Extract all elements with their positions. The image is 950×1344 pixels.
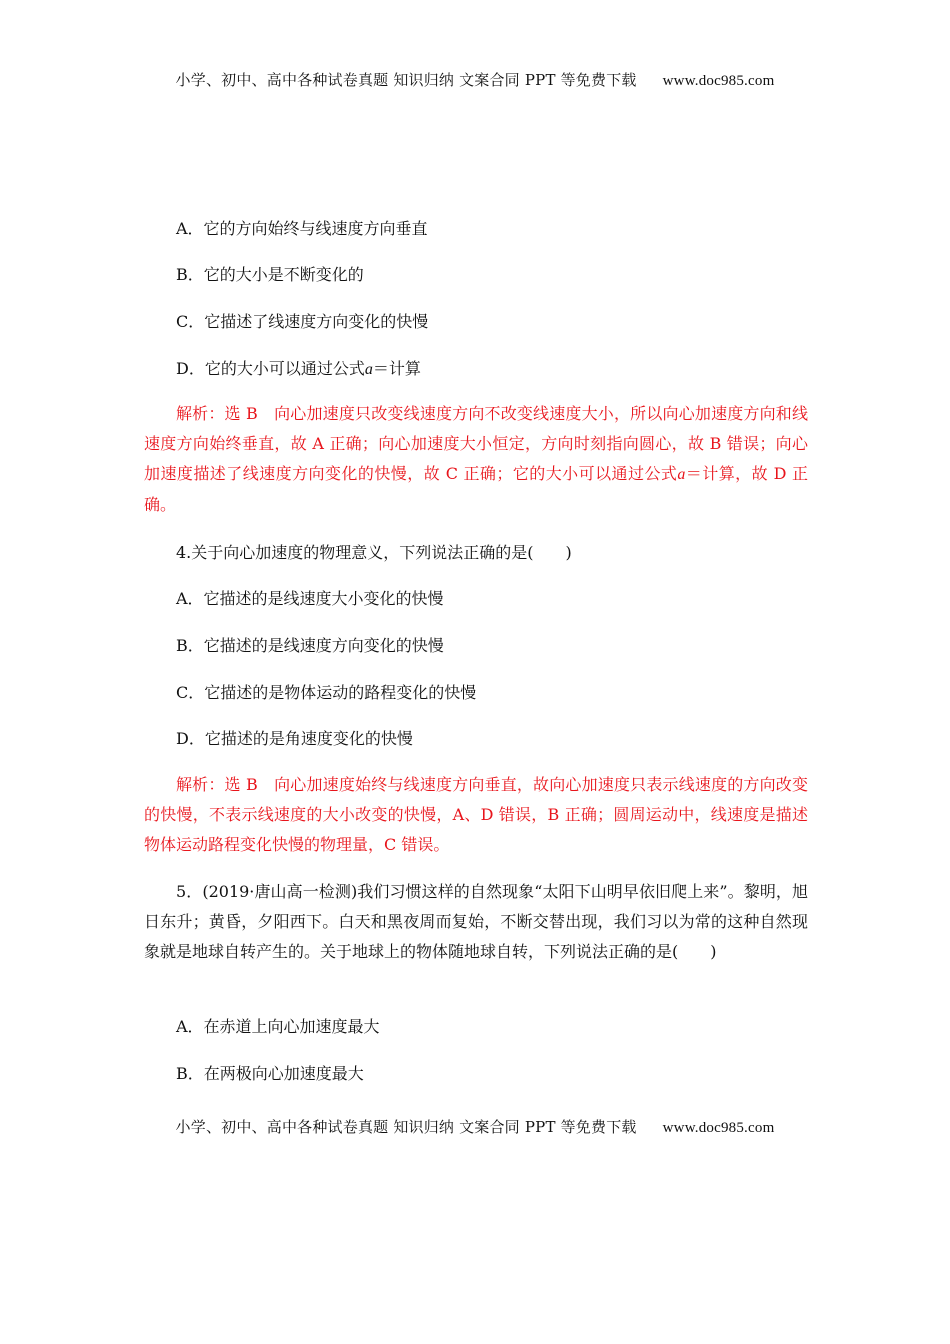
header-banner <box>0 69 950 90</box>
q4-stem: 4.关于向心加速度的物理意义，下列说法正确的是( ) <box>176 543 572 562</box>
header-banner-text: 小学、初中、高中各种试卷真题 知识归纳 文案合同 PPT 等免费下载 <box>175 71 637 89</box>
q3-option-c: C．它描述了线速度方向变化的快慢 <box>176 312 429 331</box>
q3-option-a: A．它的方向始终与线速度方向垂直 <box>176 219 428 238</box>
q3-option-d-prefix: D．它的大小可以通过公式 <box>176 359 365 378</box>
q3-option-b: B．它的大小是不断变化的 <box>176 265 364 284</box>
q3-option-d <box>176 359 840 380</box>
q3-option-d-var: a <box>364 361 373 378</box>
q4-analysis: 解析：选 B 向心加速度始终与线速度方向垂直，故向心加速度只表示线速度的方向改变的快慢，不表示线速度的大小改变的快慢，A、D 错误，B 正确；圆周运动中，线速度是描述物体运动路程变化快慢的物理量，C 错误。 <box>144 775 808 854</box>
footer-banner-text: 小学、初中、高中各种试卷真题 知识归纳 文案合同 PPT 等免费下载 <box>175 1118 637 1136</box>
footer-banner <box>0 1116 950 1137</box>
q5-stem: 5．(2019·唐山高一检测)我们习惯这样的自然现象“太阳下山明早依旧爬上来”。黎明，旭日东升；黄昏，夕阳西下。白天和黑夜周而复始，不断交替出现，我们习以为常的这种自然现象就是地球自转产生的。关于地球上的物体随地球自转，下列说法正确的是( ) <box>144 882 808 961</box>
q4-option-a: A．它描述的是线速度大小变化的快慢 <box>176 589 444 608</box>
q5-option-a: A．在赤道上向心加速度最大 <box>176 1017 380 1036</box>
q3-option-d-suffix: ＝计算 <box>372 359 421 378</box>
header-banner-url[interactable]: www.doc985.com <box>662 73 775 89</box>
q3-analysis <box>144 399 808 520</box>
q3-analysis-text-end: ＝计算，故 D 正确。 <box>144 464 808 514</box>
q4-option-d: D．它描述的是角速度变化的快慢 <box>176 729 413 748</box>
q4-option-c: C．它描述的是物体运动的路程变化的快慢 <box>176 683 477 702</box>
q3-analysis-text: 解析：选 B 向心加速度只改变线速度方向不改变线速度大小，所以向心加速度方向和线速度方向始终垂直，故 A 正确；向心加速度大小恒定，方向时刻指向圆心，故 B 错误；向心加速度描述了线速度方向变化的快慢，故 C 正确；它的大小可以通过公式 <box>144 404 808 483</box>
footer-banner-url[interactable]: www.doc985.com <box>662 1120 775 1136</box>
q5-option-b: B．在两极向心加速度最大 <box>176 1064 364 1083</box>
q4-option-b: B．它描述的是线速度方向变化的快慢 <box>176 636 444 655</box>
q3-analysis-var: a <box>677 466 686 483</box>
